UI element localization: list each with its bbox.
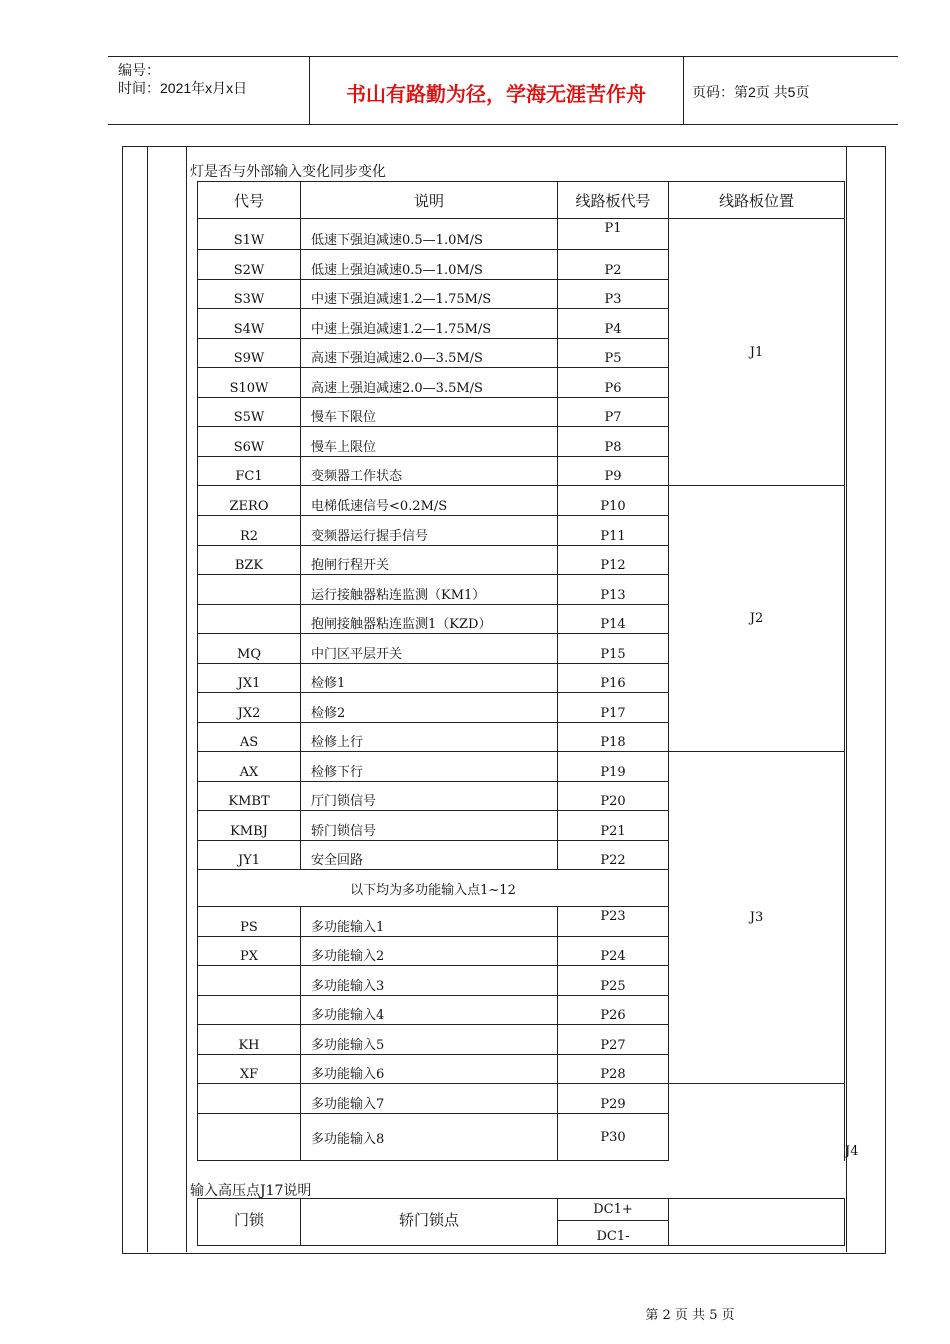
row-desc: 运行接触器粘连监测（KM1） (301, 575, 558, 605)
row-desc: 检修下行 (301, 752, 558, 782)
board-position-j2: J2 (669, 486, 845, 752)
frame-column-divider (186, 146, 187, 1252)
row-pin: P4 (558, 309, 669, 339)
row-pin: P3 (558, 280, 669, 309)
doc-time-label: 时间：2021年x月x日 (118, 80, 248, 96)
hv-pin-plus: DC1+ (558, 1199, 669, 1221)
row-code: PS (198, 907, 301, 937)
row-code: KMBJ (198, 811, 301, 841)
row-pin: P9 (558, 457, 669, 486)
row-pin: P30 (558, 1114, 669, 1161)
row-desc: 检修2 (301, 693, 558, 723)
row-pin: P21 (558, 811, 669, 841)
row-code (198, 575, 301, 605)
table-row: XF 多功能输入6 P28 J4 (198, 1055, 845, 1084)
row-desc: 检修上行 (301, 723, 558, 752)
table-row (198, 1084, 845, 1114)
row-desc: 多功能输入2 (301, 937, 558, 966)
board-position-j3: J3 (669, 752, 845, 1084)
row-code (198, 966, 301, 996)
header-bottom-rule (108, 124, 898, 125)
row-desc: 低速下强迫减速0.5—1.0M/S (301, 219, 558, 250)
row-code (198, 1084, 301, 1114)
row-pin: P25 (558, 966, 669, 996)
row-code: JX2 (198, 693, 301, 723)
row-code: S3W (198, 280, 301, 309)
row-desc: 高速上强迫减速2.0—3.5M/S (301, 368, 558, 398)
row-code: S1W (198, 219, 301, 250)
row-pin: P16 (558, 664, 669, 693)
row-pin: P6 (558, 368, 669, 398)
row-desc: 多功能输入3 (301, 966, 558, 996)
doc-number-label: 编号： (118, 62, 160, 78)
header-code: 代号 (198, 182, 301, 219)
row-pin: P26 (558, 996, 669, 1025)
multi-function-note: 以下均为多功能输入点1~12 (198, 870, 669, 907)
row-pin: P11 (558, 516, 669, 546)
hv-pin-minus: DC1- (558, 1221, 669, 1246)
row-code: KMBT (198, 782, 301, 811)
io-table (197, 181, 859, 1161)
section-caption: 灯是否与外部输入变化同步变化 (190, 164, 386, 180)
row-desc: 慢车上限位 (301, 427, 558, 457)
row-code: S5W (198, 398, 301, 427)
row-pin: P27 (558, 1025, 669, 1055)
row-code: BZK (198, 546, 301, 575)
row-desc: 多功能输入4 (301, 996, 558, 1025)
row-code: AX (198, 752, 301, 782)
row-code: R2 (198, 516, 301, 546)
row-code: FC1 (198, 457, 301, 486)
row-pin: P20 (558, 782, 669, 811)
row-desc: 抱闸行程开关 (301, 546, 558, 575)
hv-empty-cell (669, 1199, 845, 1246)
row-pin: P23 (558, 907, 669, 937)
row-code: S4W (198, 309, 301, 339)
row-code: JY1 (198, 841, 301, 870)
table-row (198, 1114, 845, 1161)
table-row (198, 219, 845, 250)
row-pin: P28 (558, 1055, 669, 1084)
row-code: MQ (198, 634, 301, 664)
row-code: XF (198, 1055, 301, 1084)
hv-row (198, 1199, 845, 1221)
row-pin: P19 (558, 752, 669, 782)
row-pin: P15 (558, 634, 669, 664)
row-pin: P17 (558, 693, 669, 723)
row-desc: 抱闸接触器粘连监测1（KZD） (301, 605, 558, 634)
row-code: AS (198, 723, 301, 752)
row-desc: 多功能输入1 (301, 907, 558, 937)
hv-table (197, 1198, 845, 1246)
hv-desc: 轿门锁点 (301, 1199, 558, 1246)
row-code: S10W (198, 368, 301, 398)
row-code (198, 605, 301, 634)
row-desc: 多功能输入6 (301, 1055, 558, 1084)
hv-label: 门锁 (198, 1199, 301, 1246)
row-desc: 变频器运行握手信号 (301, 516, 558, 546)
row-desc: 电梯低速信号<0.2M/S (301, 486, 558, 516)
row-pin: P13 (558, 575, 669, 605)
row-pin: P14 (558, 605, 669, 634)
header-motto: 书山有路勤为径，学海无涯苦作舟 (346, 82, 646, 106)
header-board-position: 线路板位置 (669, 182, 845, 219)
header-board-code: 线路板代号 (558, 182, 669, 219)
row-pin: P24 (558, 937, 669, 966)
row-code: ZERO (198, 486, 301, 516)
header-top-rule (108, 56, 898, 57)
row-desc: 慢车下限位 (301, 398, 558, 427)
row-desc: 中速上强迫减速1.2—1.75M/S (301, 309, 558, 339)
row-pin: P2 (558, 250, 669, 280)
row-pin: P7 (558, 398, 669, 427)
header-divider (683, 56, 684, 124)
row-pin: P10 (558, 486, 669, 516)
row-code: KH (198, 1025, 301, 1055)
row-desc: 安全回路 (301, 841, 558, 870)
row-pin: P22 (558, 841, 669, 870)
row-code (198, 1114, 301, 1161)
row-pin: P1 (558, 219, 669, 250)
table-row (198, 486, 845, 516)
board-position-j1: J1 (669, 219, 845, 486)
row-desc: 中速下强迫减速1.2—1.75M/S (301, 280, 558, 309)
row-desc: 多功能输入8 (301, 1114, 558, 1161)
row-desc: 检修1 (301, 664, 558, 693)
row-code: JX1 (198, 664, 301, 693)
row-code (198, 996, 301, 1025)
row-pin: P29 (558, 1084, 669, 1114)
row-desc: 中门区平层开关 (301, 634, 558, 664)
row-desc: 轿门锁信号 (301, 811, 558, 841)
row-code: S9W (198, 339, 301, 368)
hv-section-caption: 输入高压点J17说明 (190, 1183, 312, 1199)
page-info: 页码：第2页 共5页 (692, 84, 810, 100)
row-pin: P18 (558, 723, 669, 752)
row-desc: 低速上强迫减速0.5—1.0M/S (301, 250, 558, 280)
table-row (198, 752, 845, 782)
row-code: S6W (198, 427, 301, 457)
row-desc: 高速下强迫减速2.0—3.5M/S (301, 339, 558, 368)
table-header-row (198, 182, 845, 219)
row-desc: 变频器工作状态 (301, 457, 558, 486)
row-pin: P8 (558, 427, 669, 457)
header-desc: 说明 (301, 182, 558, 219)
row-pin: P5 (558, 339, 669, 368)
row-desc: 多功能输入7 (301, 1084, 558, 1114)
row-pin: P12 (558, 546, 669, 575)
row-code: PX (198, 937, 301, 966)
row-desc: 厅门锁信号 (301, 782, 558, 811)
frame-column-divider (846, 146, 847, 1252)
frame-column-divider (147, 146, 148, 1252)
row-desc: 多功能输入5 (301, 1025, 558, 1055)
page-footer: 第 2 页 共 5 页 (645, 1308, 735, 1323)
row-code: S2W (198, 250, 301, 280)
